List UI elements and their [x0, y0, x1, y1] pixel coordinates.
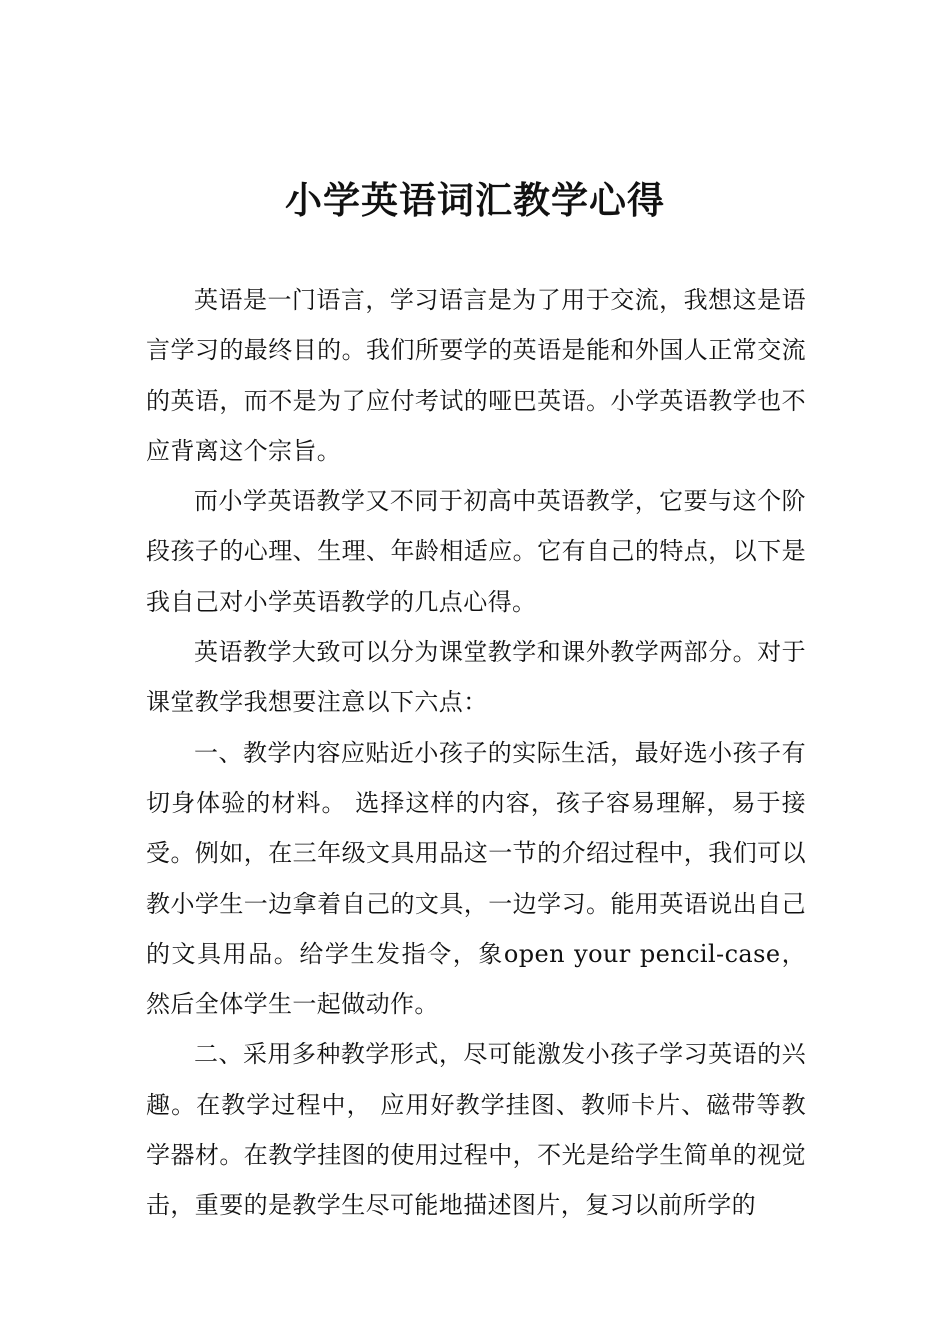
document-body: [146, 275, 806, 1231]
paragraph-4: 一、教学内容应贴近小孩子的实际生活，最好选小孩子有切身体验的材料。 选择这样的内容，孩子容易理解，易于接受。例如，在三年级文具用品这一节的介绍过程中，我们可以教小学生一边拿着自己的文具，一边学习。能用英语说出自己的文具用品。给学生发指令，象open your pencil-case，然后全体学生一起做动作。: [146, 738, 806, 1019]
paragraph-3: 英语教学大致可以分为课堂教学和课外教学两部分。对于课堂教学我想要注意以下六点：: [146, 638, 806, 717]
document-title: 小学英语词汇教学心得: [285, 178, 665, 222]
paragraph-5: 二、采用多种教学形式，尽可能激发小孩子学习英语的兴趣。在教学过程中， 应用好教学挂图、教师卡片、磁带等教学器材。在教学挂图的使用过程中，不光是给学生简单的视觉击，重要的是教学生尽可能地描述图片，复习以前所学的: [146, 1040, 806, 1220]
paragraph-1: 英语是一门语言，学习语言是为了用于交流，我想这是语言学习的最终目的。我们所要学的英语是能和外国人正常交流的英语，而不是为了应付考试的哑巴英语。小学英语教学也不应背离这个宗旨。: [146, 286, 806, 465]
paragraph-2: 而小学英语教学又不同于初高中英语教学，它要与这个阶段孩子的心理、生理、年龄相适应。它有自己的特点，以下是我自己对小学英语教学的几点心得。: [146, 487, 806, 616]
